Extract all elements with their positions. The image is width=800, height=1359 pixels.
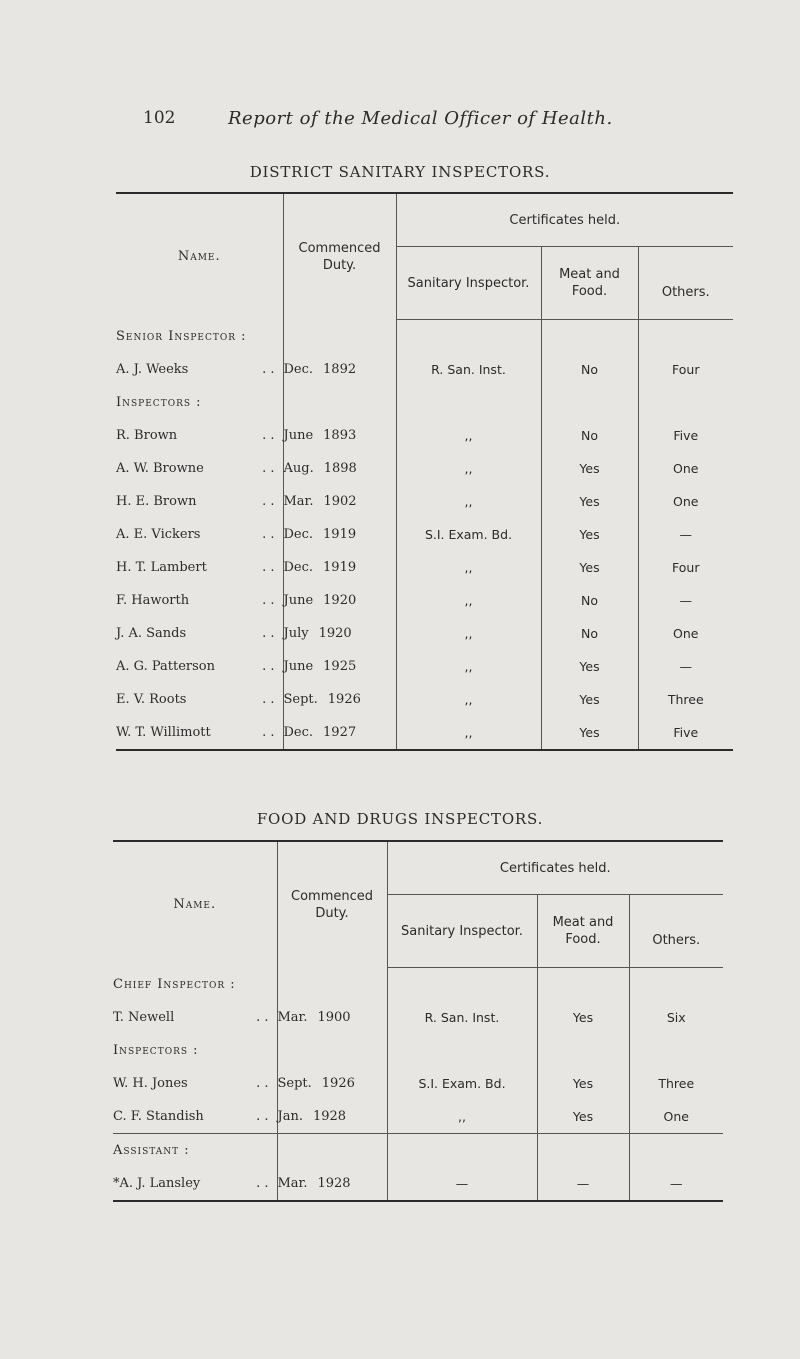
meat-food-cert: Yes <box>537 1100 629 1134</box>
other-certs: — <box>670 1176 683 1191</box>
commenced-month: July <box>283 626 309 641</box>
sanitary-inspector-cert: ,, <box>396 617 541 650</box>
inspector-name: A. G. Patterson <box>116 659 215 674</box>
meat-food-cert: No <box>541 419 638 452</box>
empty-cell <box>387 1134 537 1168</box>
meat-food-cert: Yes <box>541 683 638 716</box>
commenced-month: Dec. <box>283 560 314 575</box>
page-number: 102 <box>143 108 176 128</box>
col-meat-header: Meat and Food. <box>537 895 629 968</box>
col-name-header: Name. <box>113 841 277 968</box>
commenced-year: 1926 <box>321 1076 355 1091</box>
empty-cell <box>541 386 638 419</box>
inspector-name-cell <box>116 683 283 716</box>
group-header-row <box>116 386 733 419</box>
table-row <box>116 584 733 617</box>
commenced-month: Dec. <box>283 725 314 740</box>
table-row <box>116 683 733 716</box>
commenced-duty-cell <box>283 551 396 584</box>
meat-food-cert: Yes <box>541 650 638 683</box>
inspector-name-cell <box>116 419 283 452</box>
inspector-name-cell <box>113 1167 277 1201</box>
sanitary-inspector-cert: R. San. Inst. <box>387 1001 537 1034</box>
empty-cell <box>396 320 541 354</box>
meat-food-cert: Yes <box>541 485 638 518</box>
sanitary-inspector-cert: ,, <box>396 584 541 617</box>
other-certs: Five <box>673 725 699 740</box>
commenced-year: 1900 <box>317 1010 351 1025</box>
commenced-year: 1925 <box>323 659 357 674</box>
inspector-name-cell <box>116 518 283 551</box>
inspector-name: R. Brown <box>116 428 178 443</box>
empty-cell <box>277 1134 387 1168</box>
commenced-year: 1926 <box>327 692 361 707</box>
commenced-duty-cell <box>283 584 396 617</box>
page-header <box>0 108 800 138</box>
col-commenced-header: Commenced Duty. <box>283 193 396 320</box>
inspector-name: H. E. Brown <box>116 494 197 509</box>
commenced-month: Mar. <box>277 1010 308 1025</box>
table-row <box>116 452 733 485</box>
inspector-name-cell <box>116 617 283 650</box>
table-row <box>113 1001 723 1034</box>
sanitary-inspector-cert: R. San. Inst. <box>396 353 541 386</box>
meat-food-cert: Yes <box>537 1067 629 1100</box>
inspector-name-cell <box>116 716 283 750</box>
commenced-month: Jan. <box>277 1109 303 1124</box>
empty-cell <box>537 1134 629 1168</box>
table-row <box>113 1167 723 1201</box>
leader-dots: . . <box>262 626 275 641</box>
food-table-title: FOOD AND DRUGS INSPECTORS. <box>256 810 544 828</box>
other-certs: Three <box>658 1076 695 1091</box>
empty-cell <box>387 1034 537 1067</box>
table-row <box>116 617 733 650</box>
col-others-header: Others. <box>629 895 723 968</box>
commenced-month: Mar. <box>283 494 314 509</box>
commenced-duty-cell <box>283 683 396 716</box>
commenced-duty-cell <box>283 419 396 452</box>
empty-cell <box>277 1034 387 1067</box>
table-row <box>116 353 733 386</box>
commenced-year: 1919 <box>323 527 357 542</box>
inspector-name: H. T. Lambert <box>116 560 207 575</box>
sanitary-inspector-cert: S.I. Exam. Bd. <box>396 518 541 551</box>
group-header-row <box>113 968 723 1002</box>
sanitary-inspector-cert: S.I. Exam. Bd. <box>387 1067 537 1100</box>
inspector-name: A. J. Weeks <box>116 362 189 377</box>
inspector-name: T. Newell <box>113 1010 175 1025</box>
leader-dots: . . <box>262 461 275 476</box>
commenced-year: 1928 <box>317 1176 351 1191</box>
other-certs: One <box>663 1109 689 1124</box>
leader-dots: . . <box>262 692 275 707</box>
inspector-name-cell <box>116 485 283 518</box>
inspector-name: J. A. Sands <box>116 626 187 641</box>
empty-cell <box>541 320 638 354</box>
commenced-duty-cell <box>277 1001 387 1034</box>
empty-cell <box>283 320 396 354</box>
other-certs: Three <box>667 692 704 707</box>
meat-food-cert: Yes <box>541 716 638 750</box>
table-row <box>116 485 733 518</box>
inspector-name: W. T. Willimott <box>116 725 211 740</box>
commenced-year: 1893 <box>323 428 357 443</box>
sanitary-inspector-cert: ,, <box>396 485 541 518</box>
commenced-year: 1892 <box>323 362 357 377</box>
inspector-name: E. V. Roots <box>116 692 187 707</box>
commenced-year: 1898 <box>323 461 357 476</box>
commenced-month: Dec. <box>283 362 314 377</box>
commenced-year: 1920 <box>318 626 352 641</box>
col-certificates-header: Certificates held. <box>509 212 621 228</box>
commenced-month: June <box>283 593 314 608</box>
commenced-duty-cell <box>283 716 396 750</box>
commenced-duty-cell <box>283 650 396 683</box>
group-header-row <box>113 1034 723 1067</box>
empty-cell <box>629 1134 723 1168</box>
inspector-name: *A. J. Lansley <box>113 1176 201 1191</box>
group-header-row <box>113 1134 723 1168</box>
other-certs: Five <box>673 428 699 443</box>
table-row <box>116 716 733 750</box>
col-meat-header: Meat and Food. <box>541 247 638 320</box>
col-sanitary-header: Sanitary Inspector. <box>396 247 541 320</box>
empty-cell <box>629 968 723 1002</box>
empty-cell <box>638 386 733 419</box>
meat-food-cert: — <box>537 1167 629 1201</box>
other-certs: Four <box>672 560 700 575</box>
other-certs: Six <box>666 1010 686 1025</box>
leader-dots: . . <box>256 1076 269 1091</box>
empty-cell <box>277 968 387 1002</box>
group-label: Senior Inspector : <box>116 320 283 354</box>
group-label: Chief Inspector : <box>113 968 277 1002</box>
commenced-duty-cell <box>283 518 396 551</box>
leader-dots: . . <box>262 362 275 377</box>
col-others-header: Others. <box>638 247 733 320</box>
commenced-duty-cell <box>277 1100 387 1134</box>
inspector-name: F. Haworth <box>116 593 190 608</box>
inspector-name-cell <box>113 1100 277 1134</box>
empty-cell <box>283 386 396 419</box>
district-table-title: DISTRICT SANITARY INSPECTORS. <box>249 163 551 181</box>
group-label: Assistant : <box>113 1134 277 1168</box>
meat-food-cert: Yes <box>541 518 638 551</box>
empty-cell <box>537 968 629 1002</box>
leader-dots: . . <box>256 1109 269 1124</box>
meat-food-cert: No <box>541 584 638 617</box>
meat-food-cert: Yes <box>537 1001 629 1034</box>
sanitary-inspector-cert: — <box>387 1167 537 1201</box>
col-certificates-header: Certificates held. <box>499 860 611 876</box>
meat-food-cert: Yes <box>541 452 638 485</box>
commenced-year: 1902 <box>323 494 357 509</box>
inspector-name: W. H. Jones <box>113 1076 188 1091</box>
sanitary-inspector-cert: ,, <box>396 419 541 452</box>
commenced-year: 1920 <box>323 593 357 608</box>
leader-dots: . . <box>262 494 275 509</box>
other-certs: One <box>673 494 699 509</box>
commenced-duty-cell <box>283 353 396 386</box>
other-certs: — <box>679 593 693 608</box>
commenced-duty-cell <box>277 1067 387 1100</box>
commenced-year: 1927 <box>323 725 357 740</box>
inspector-name-cell <box>113 1067 277 1100</box>
table-row <box>116 419 733 452</box>
leader-dots: . . <box>256 1010 269 1025</box>
empty-cell <box>396 386 541 419</box>
inspector-name-cell <box>116 551 283 584</box>
table-row <box>116 518 733 551</box>
empty-cell <box>387 968 537 1002</box>
other-certs: — <box>679 527 693 542</box>
commenced-month: Sept. <box>283 692 318 707</box>
other-certs: Four <box>672 362 700 377</box>
commenced-month: Sept. <box>277 1076 312 1091</box>
commenced-duty-cell <box>283 617 396 650</box>
leader-dots: . . <box>262 527 275 542</box>
commenced-month: June <box>283 428 314 443</box>
commenced-duty-cell <box>283 452 396 485</box>
inspector-name-cell <box>116 584 283 617</box>
inspector-name: C. F. Standish <box>113 1109 204 1124</box>
inspector-name-cell <box>116 353 283 386</box>
commenced-duty-cell <box>283 485 396 518</box>
leader-dots: . . <box>262 560 275 575</box>
group-label: Inspectors : <box>113 1034 277 1067</box>
commenced-month: Mar. <box>277 1176 308 1191</box>
commenced-duty-cell <box>277 1167 387 1201</box>
inspector-name: A. E. Vickers <box>116 527 201 542</box>
table-row <box>116 650 733 683</box>
other-certs: One <box>673 461 699 476</box>
empty-cell <box>629 1034 723 1067</box>
commenced-month: Aug. <box>283 461 314 476</box>
running-title: Report of the Medical Officer of Health. <box>228 108 613 129</box>
empty-cell <box>638 320 733 354</box>
leader-dots: . . <box>262 593 275 608</box>
sanitary-inspector-cert: ,, <box>396 716 541 750</box>
sanitary-inspector-cert: ,, <box>396 683 541 716</box>
inspector-name-cell <box>113 1001 277 1034</box>
meat-food-cert: Yes <box>541 551 638 584</box>
meat-food-cert: No <box>541 617 638 650</box>
commenced-year: 1919 <box>323 560 357 575</box>
leader-dots: . . <box>262 725 275 740</box>
food-inspectors-table <box>113 840 723 1202</box>
other-certs: One <box>673 626 699 641</box>
meat-food-cert: No <box>541 353 638 386</box>
commenced-month: June <box>283 659 314 674</box>
leader-dots: . . <box>262 428 275 443</box>
sanitary-inspector-cert: ,, <box>396 551 541 584</box>
inspector-name-cell <box>116 650 283 683</box>
table-row <box>116 551 733 584</box>
inspector-name-cell <box>116 452 283 485</box>
sanitary-inspector-cert: ,, <box>387 1100 537 1134</box>
table-row <box>113 1067 723 1100</box>
commenced-month: Dec. <box>283 527 314 542</box>
col-name-header: Name. <box>116 193 283 320</box>
group-label: Inspectors : <box>116 386 283 419</box>
col-commenced-header: Commenced Duty. <box>277 841 387 968</box>
empty-cell <box>537 1034 629 1067</box>
sanitary-inspector-cert: ,, <box>396 650 541 683</box>
leader-dots: . . <box>262 659 275 674</box>
col-sanitary-header: Sanitary Inspector. <box>387 895 537 968</box>
other-certs: — <box>679 659 693 674</box>
district-inspectors-table <box>116 192 733 751</box>
sanitary-inspector-cert: ,, <box>396 452 541 485</box>
table-row <box>113 1100 723 1134</box>
commenced-year: 1928 <box>312 1109 347 1124</box>
inspector-name: A. W. Browne <box>116 461 204 476</box>
group-header-row <box>116 320 733 354</box>
leader-dots: . . <box>256 1176 269 1191</box>
